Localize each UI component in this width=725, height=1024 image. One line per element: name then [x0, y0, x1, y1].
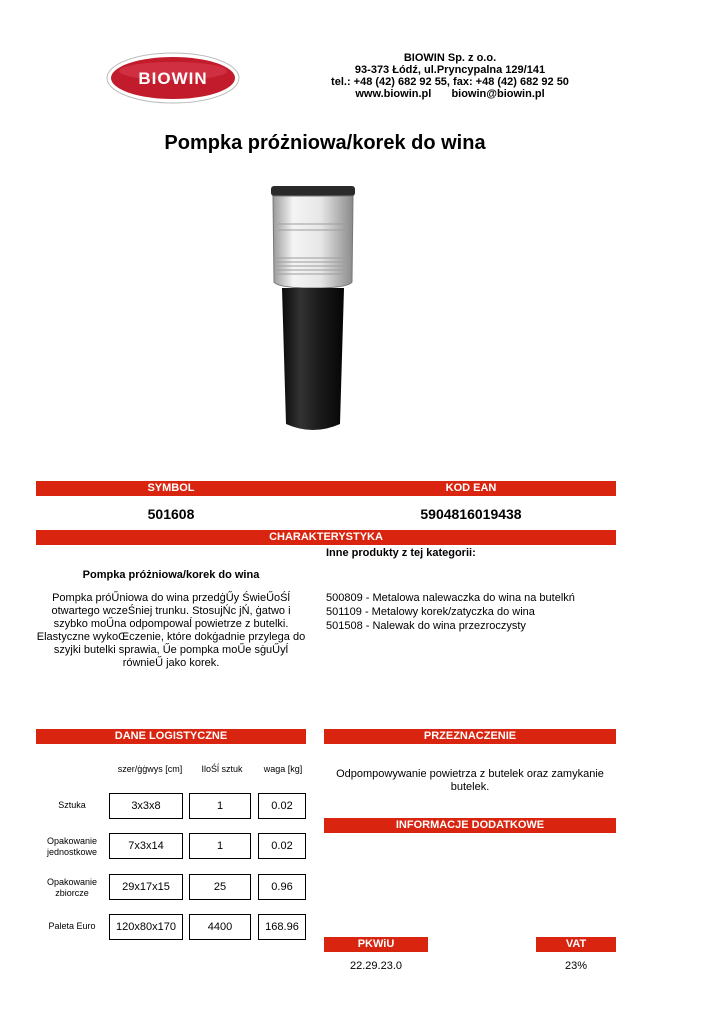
- description-line: Elastyczne wykoŒczenie, które dokġadnie przylega do: [36, 631, 306, 643]
- purpose-text: Odpompowywanie powietrza z butelek oraz zamykanie butelek.: [336, 768, 604, 793]
- col-header-dims: szer/ġġwys [cm]: [117, 764, 183, 774]
- description-line: szyjki butelki sprawia, Űe pompka moŰe sġuŰyĺ: [53, 644, 289, 656]
- company-address: 93-373 Łódź, ul.Pryncypalna 129/141: [354, 64, 546, 76]
- cell-qty: 1: [189, 833, 251, 859]
- cell-dims: 120x80x170: [109, 914, 183, 940]
- cell-qty: 1: [189, 793, 251, 819]
- other-products-label: Inne produkty z tej kategorii:: [326, 547, 476, 559]
- logo-text: BIOWIN: [138, 69, 208, 88]
- description-heading: Pompka próżniowa/korek do wina: [82, 569, 260, 581]
- cell-dims: 7x3x14: [109, 833, 183, 859]
- description-line: równieŰ jako korek.: [122, 657, 220, 669]
- cell-dims: 29x17x15: [109, 874, 183, 900]
- vat-value: 23%: [564, 960, 588, 972]
- company-web-email: [300, 88, 600, 100]
- description-text: [36, 592, 306, 670]
- company-info: [300, 52, 600, 100]
- col-header-qty: IloŚĺ sztuk: [201, 764, 243, 774]
- logistics-bar: DANE LOGISTYCZNE: [36, 729, 306, 744]
- product-image: [268, 184, 358, 434]
- company-web-link[interactable]: www.biowin.pl: [355, 88, 432, 100]
- cell-weight: 0.96: [258, 874, 306, 900]
- ean-value: 5904816019438: [420, 506, 522, 522]
- description-line: szybko moŰna odpompowaĺ powietrze z butelki.: [53, 618, 289, 630]
- purpose-bar: PRZEZNACZENIE: [324, 729, 616, 744]
- row-label-euro-pallet: Paleta Euro: [48, 921, 96, 931]
- other-product-item[interactable]: 501508 - Nalewak do wina przezroczysty: [326, 620, 526, 632]
- description-line: otwartego wczeŚniej trunku. StosujŃc jŃ, ġatwo i: [51, 605, 291, 617]
- pkwiu-bar: PKWiU: [324, 937, 428, 952]
- other-product-item[interactable]: 501109 - Metalowy korek/zatyczka do wina: [326, 606, 535, 618]
- characteristics-bar: CHARAKTERYSTYKA: [36, 530, 616, 545]
- symbol-ean-bar: [36, 481, 616, 496]
- row-label-bulk-package: Opakowanie zbiorcze: [46, 877, 98, 898]
- cell-weight: 168.96: [258, 914, 306, 940]
- cell-qty: 4400: [189, 914, 251, 940]
- other-products-list: [326, 592, 626, 633]
- col-header-weight: waga [kg]: [263, 764, 303, 774]
- row-label-sztuka: Sztuka: [58, 800, 86, 810]
- company-name: BIOWIN Sp. z o.o.: [403, 52, 497, 64]
- company-email-link[interactable]: biowin@biowin.pl: [451, 88, 545, 100]
- other-product-item[interactable]: 500809 - Metalowa nalewaczka do wina na butelkń: [326, 592, 575, 604]
- cell-qty: 25: [189, 874, 251, 900]
- description-line: Pompka próŰniowa do wina przedġŰy ŚwieŰoŚĺ: [52, 592, 290, 604]
- ean-label: KOD EAN: [445, 482, 497, 494]
- additional-info-bar: INFORMACJE DODATKOWE: [324, 818, 616, 833]
- vat-bar: VAT: [536, 937, 616, 952]
- cell-dims: 3x3x8: [109, 793, 183, 819]
- cell-weight: 0.02: [258, 833, 306, 859]
- page-title: Pompka próżniowa/korek do wina: [164, 132, 486, 154]
- company-phones: tel.: +48 (42) 682 92 55, fax: +48 (42) 682 92 50: [331, 76, 569, 88]
- biowin-logo: [106, 52, 240, 104]
- row-label-unit-package: Opakowanie jednostkowe: [46, 836, 98, 857]
- symbol-label: SYMBOL: [147, 482, 195, 494]
- pkwiu-value: 22.29.23.0: [350, 960, 402, 972]
- cell-weight: 0.02: [258, 793, 306, 819]
- symbol-value: 501608: [147, 506, 195, 522]
